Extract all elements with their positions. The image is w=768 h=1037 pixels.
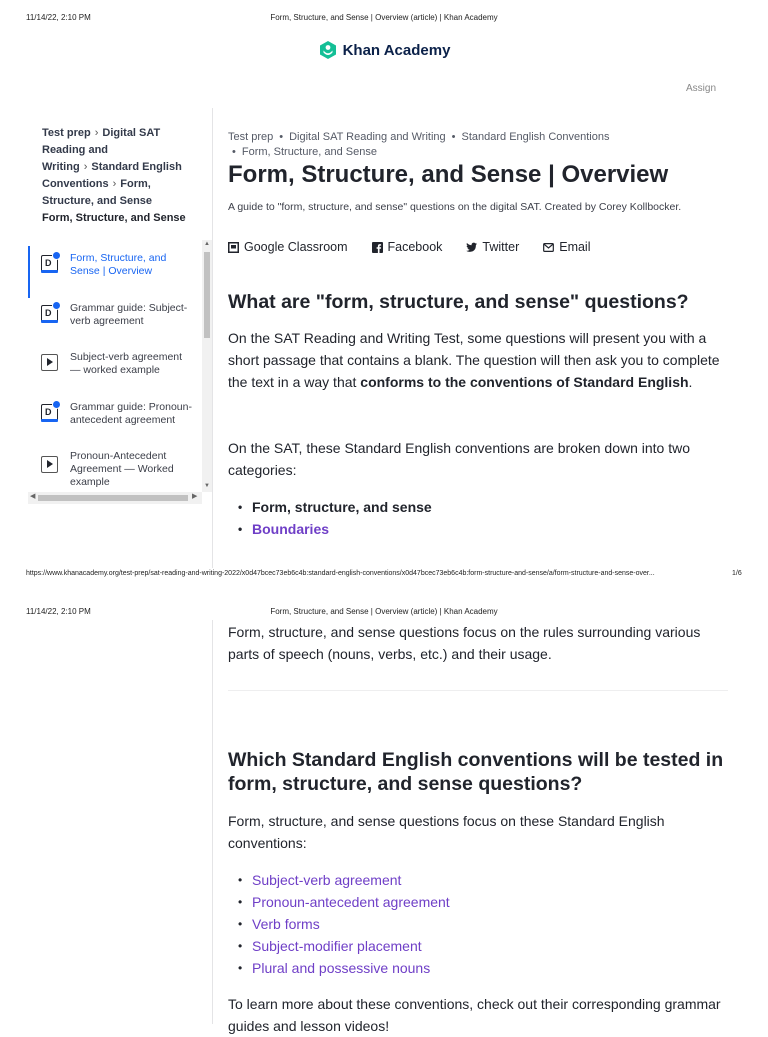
lesson-item-subject-verb-guide[interactable] xyxy=(28,302,200,328)
video-icon xyxy=(41,456,60,474)
share-label: Email xyxy=(559,240,591,254)
lesson-item-overview[interactable] xyxy=(28,252,200,278)
lesson-item-label: Grammar guide: Pronoun-antecedent agreement xyxy=(70,401,192,426)
completed-check-icon xyxy=(52,301,61,310)
page-subtitle: A guide to "form, structure, and sense" questions on the digital SAT. Created by Corey Kollbocker. xyxy=(228,201,682,213)
plural-possessive-nouns-link[interactable]: • Plural and possessive nouns xyxy=(238,957,450,979)
breadcrumb-form-structure[interactable]: Form, Structure, and Sense xyxy=(241,146,377,158)
chevron-right-icon: › xyxy=(83,161,88,173)
article-icon: D xyxy=(41,404,60,422)
subject-verb-agreement-link[interactable]: • Subject-verb agreement xyxy=(238,869,450,891)
twitter-icon xyxy=(466,242,477,253)
lesson-item-label: Form, Structure, and Sense | Overview xyxy=(70,252,167,277)
verb-forms-link[interactable]: • Verb forms xyxy=(238,913,450,935)
chevron-right-icon: › xyxy=(94,127,99,139)
khan-academy-logo[interactable] xyxy=(0,40,768,60)
subject-modifier-placement-link[interactable]: • Subject-modifier placement xyxy=(238,935,450,957)
breadcrumb-current: Form, Structure, and Sense xyxy=(42,212,186,224)
share-twitter-button[interactable] xyxy=(466,240,519,254)
share-label: Google Classroom xyxy=(244,240,348,254)
print-date: 11/14/22, 2:10 PM xyxy=(26,13,91,22)
content-divider-line xyxy=(212,620,213,1024)
left-breadcrumb xyxy=(42,125,192,227)
list-item: • Form, structure, and sense xyxy=(238,496,432,518)
vertical-scrollbar[interactable] xyxy=(202,240,212,492)
scrollbar-thumb[interactable] xyxy=(204,252,210,338)
share-google-classroom-button[interactable] xyxy=(228,240,348,254)
lesson-sidebar[interactable] xyxy=(28,240,212,506)
lesson-item-label: Grammar guide: Subject-verb agreement xyxy=(70,302,188,327)
paragraph: On the SAT, these Standard English conventions are broken down into two categories: xyxy=(228,440,691,478)
print-title: Form, Structure, and Sense | Overview (article) | Khan Academy xyxy=(270,13,498,22)
share-label: Facebook xyxy=(387,240,443,254)
paragraph-emphasis: conforms to the conventions of Standard English xyxy=(360,374,689,390)
section-heading: Which Standard English conventions will be tested in form, structure, and sense questions? xyxy=(228,749,724,795)
breadcrumb-digital-sat[interactable]: Digital SAT Reading and Writing xyxy=(289,131,446,143)
paragraph-text: On the SAT Reading and Writing Test, some questions will present you with a short passage that contains a blank. The question will then ask you to complete the text in a way that xyxy=(228,330,720,390)
print-date: 11/14/22, 2:10 PM xyxy=(26,607,91,616)
assign-button[interactable]: Assign xyxy=(686,83,717,94)
print-page-number: 1/6 xyxy=(732,570,742,577)
scroll-left-arrow-icon[interactable]: ◀ xyxy=(30,493,36,500)
completed-check-icon xyxy=(52,400,61,409)
scroll-down-arrow-icon[interactable]: ▼ xyxy=(204,483,210,489)
scroll-up-arrow-icon[interactable]: ▲ xyxy=(204,241,210,247)
print-header xyxy=(0,13,768,27)
paragraph-text: . xyxy=(688,374,693,390)
lesson-item-pronoun-guide[interactable] xyxy=(28,401,200,427)
top-breadcrumb: Test prep • Digital SAT Reading and Writing • Standard English Conventions • Form, Structure, and Sense xyxy=(228,131,610,158)
video-icon xyxy=(41,354,60,372)
section-divider xyxy=(228,690,728,691)
chevron-right-icon: › xyxy=(112,178,117,190)
khan-academy-logo-icon xyxy=(318,40,338,60)
article-icon: D xyxy=(41,255,60,273)
breadcrumb-standard-english[interactable]: Standard English Conventions xyxy=(461,131,610,143)
facebook-icon xyxy=(372,242,383,253)
paragraph: Form, structure, and sense questions focus on the rules surrounding various parts of speech (nouns, verbs, etc.) and their usage. xyxy=(228,624,701,662)
print-header xyxy=(0,607,768,621)
lesson-item-pronoun-video[interactable] xyxy=(28,450,200,489)
lesson-item-label: Pronoun-Antecedent Agreement — Worked example xyxy=(70,450,174,488)
boundaries-link[interactable]: • Boundaries xyxy=(238,518,432,540)
conventions-list xyxy=(238,869,450,979)
print-title: Form, Structure, and Sense | Overview (article) | Khan Academy xyxy=(270,607,498,616)
breadcrumb-test-prep[interactable]: Test prep xyxy=(42,127,91,139)
pronoun-antecedent-agreement-link[interactable]: • Pronoun-antecedent agreement xyxy=(238,891,450,913)
breadcrumb-test-prep[interactable]: Test prep xyxy=(228,131,274,143)
breadcrumb-form-structure[interactable]: Form, Structure, and Sense xyxy=(42,178,153,207)
breadcrumb-standard-english[interactable]: Standard English Conventions xyxy=(42,161,182,190)
share-facebook-button[interactable] xyxy=(372,240,443,254)
completed-check-icon xyxy=(52,251,61,260)
lesson-item-label: Subject-verb agreement — worked example xyxy=(70,351,183,376)
paragraph: Form, structure, and sense questions focus on these Standard English conventions: xyxy=(228,813,665,851)
share-label: Twitter xyxy=(482,240,520,254)
google-classroom-icon xyxy=(228,242,239,253)
category-list xyxy=(238,496,432,540)
email-icon xyxy=(543,242,554,253)
article-icon: D xyxy=(41,305,60,323)
print-url: https://www.khanacademy.org/test-prep/sat-reading-and-writing-2022/x0d47bcec73eb6c4b:standard-english-conventions/x0d47bcec73eb6c4b:form-structure-and-sense/a/form-structure-and-sense-over... xyxy=(26,570,655,577)
share-email-button[interactable] xyxy=(543,240,590,254)
horizontal-scrollbar[interactable] xyxy=(28,492,202,504)
logo-text: Khan Academy xyxy=(342,41,451,59)
content-divider-line xyxy=(212,108,213,568)
scroll-right-arrow-icon[interactable]: ▶ xyxy=(192,493,198,500)
page-title: Form, Structure, and Sense | Overview xyxy=(228,161,669,188)
paragraph: To learn more about these conventions, check out their corresponding grammar guides and lesson videos! xyxy=(228,996,721,1034)
lesson-item-subject-verb-video[interactable] xyxy=(28,351,200,377)
share-bar xyxy=(228,240,591,254)
breadcrumb-digital-sat[interactable]: Digital SAT Reading and Writing xyxy=(42,127,161,173)
section-heading: What are "form, structure, and sense" questions? xyxy=(228,291,689,313)
scrollbar-thumb[interactable] xyxy=(38,495,188,501)
paragraph xyxy=(228,327,728,393)
